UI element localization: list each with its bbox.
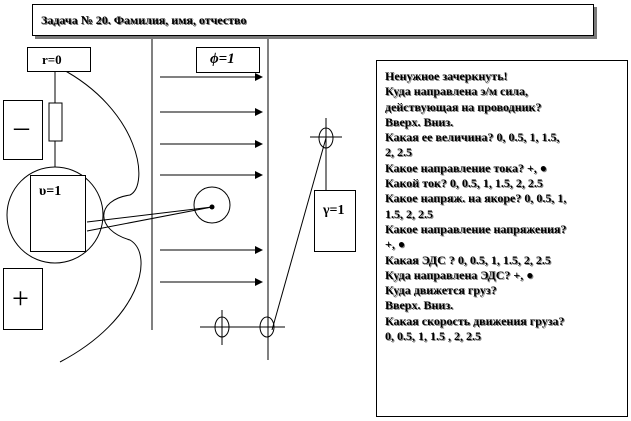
panel-line: Какое направление напряжения? bbox=[385, 221, 567, 236]
panel-line: Вверх. Вниз. bbox=[385, 114, 454, 129]
panel-line: 1.5, 2, 2.5 bbox=[385, 206, 433, 221]
lever-arm-bottom bbox=[87, 207, 212, 231]
panel-line: Какая ее величина? 0, 0.5, 1, 1.5, bbox=[385, 130, 560, 145]
load-label: γ=1 bbox=[323, 203, 345, 218]
plus-sign: + bbox=[12, 282, 29, 315]
panel-line: Какая скорость движения груза? bbox=[385, 313, 565, 328]
panel-line: Вверх. Вниз. bbox=[385, 298, 454, 313]
panel-line: Какое напряж. на якоре? 0, 0.5, 1, bbox=[385, 191, 567, 206]
questions-panel bbox=[376, 60, 628, 417]
resistance-label-box bbox=[27, 47, 91, 72]
panel-line: Какое направление тока? +, ● bbox=[385, 160, 548, 175]
panel-line: 2, 2.5 bbox=[385, 145, 412, 160]
task-title: Задача № 20. Фамилия, имя, отчество bbox=[41, 13, 247, 27]
panel-line: Куда направлена э/м сила, bbox=[385, 84, 529, 99]
speed-label: υ=1 bbox=[39, 184, 62, 199]
lever-arm-top bbox=[87, 207, 212, 222]
panel-line: 0, 0.5, 1, 1.5 , 2, 2.5 bbox=[385, 329, 481, 344]
panel-line: Ненужное зачеркнуть! bbox=[385, 69, 508, 83]
resistance-label: r=0 bbox=[42, 52, 62, 67]
panel-line: Какой ток? 0, 0.5, 1, 1.5, 2, 2.5 bbox=[385, 176, 543, 191]
panel-line: Куда направлена ЭДС? +, ● bbox=[385, 267, 534, 282]
minus-terminal-box bbox=[3, 100, 43, 160]
load-label-box bbox=[314, 190, 356, 252]
plus-terminal-box bbox=[3, 268, 43, 330]
flux-label-box bbox=[196, 47, 260, 73]
panel-line: Куда движется груз? bbox=[385, 283, 497, 298]
flux-label: ϕ=1 bbox=[210, 51, 235, 67]
speed-label-box bbox=[30, 175, 86, 252]
questions-list bbox=[377, 61, 627, 344]
panel-line: +, ● bbox=[385, 237, 406, 252]
minus-sign: – bbox=[14, 110, 29, 143]
title-box bbox=[32, 4, 594, 36]
panel-line: Какая ЭДС ? 0, 0.5, 1, 1.5, 2, 2.5 bbox=[385, 252, 551, 267]
resistor bbox=[49, 103, 62, 141]
panel-line: действующая на проводник? bbox=[385, 99, 542, 114]
